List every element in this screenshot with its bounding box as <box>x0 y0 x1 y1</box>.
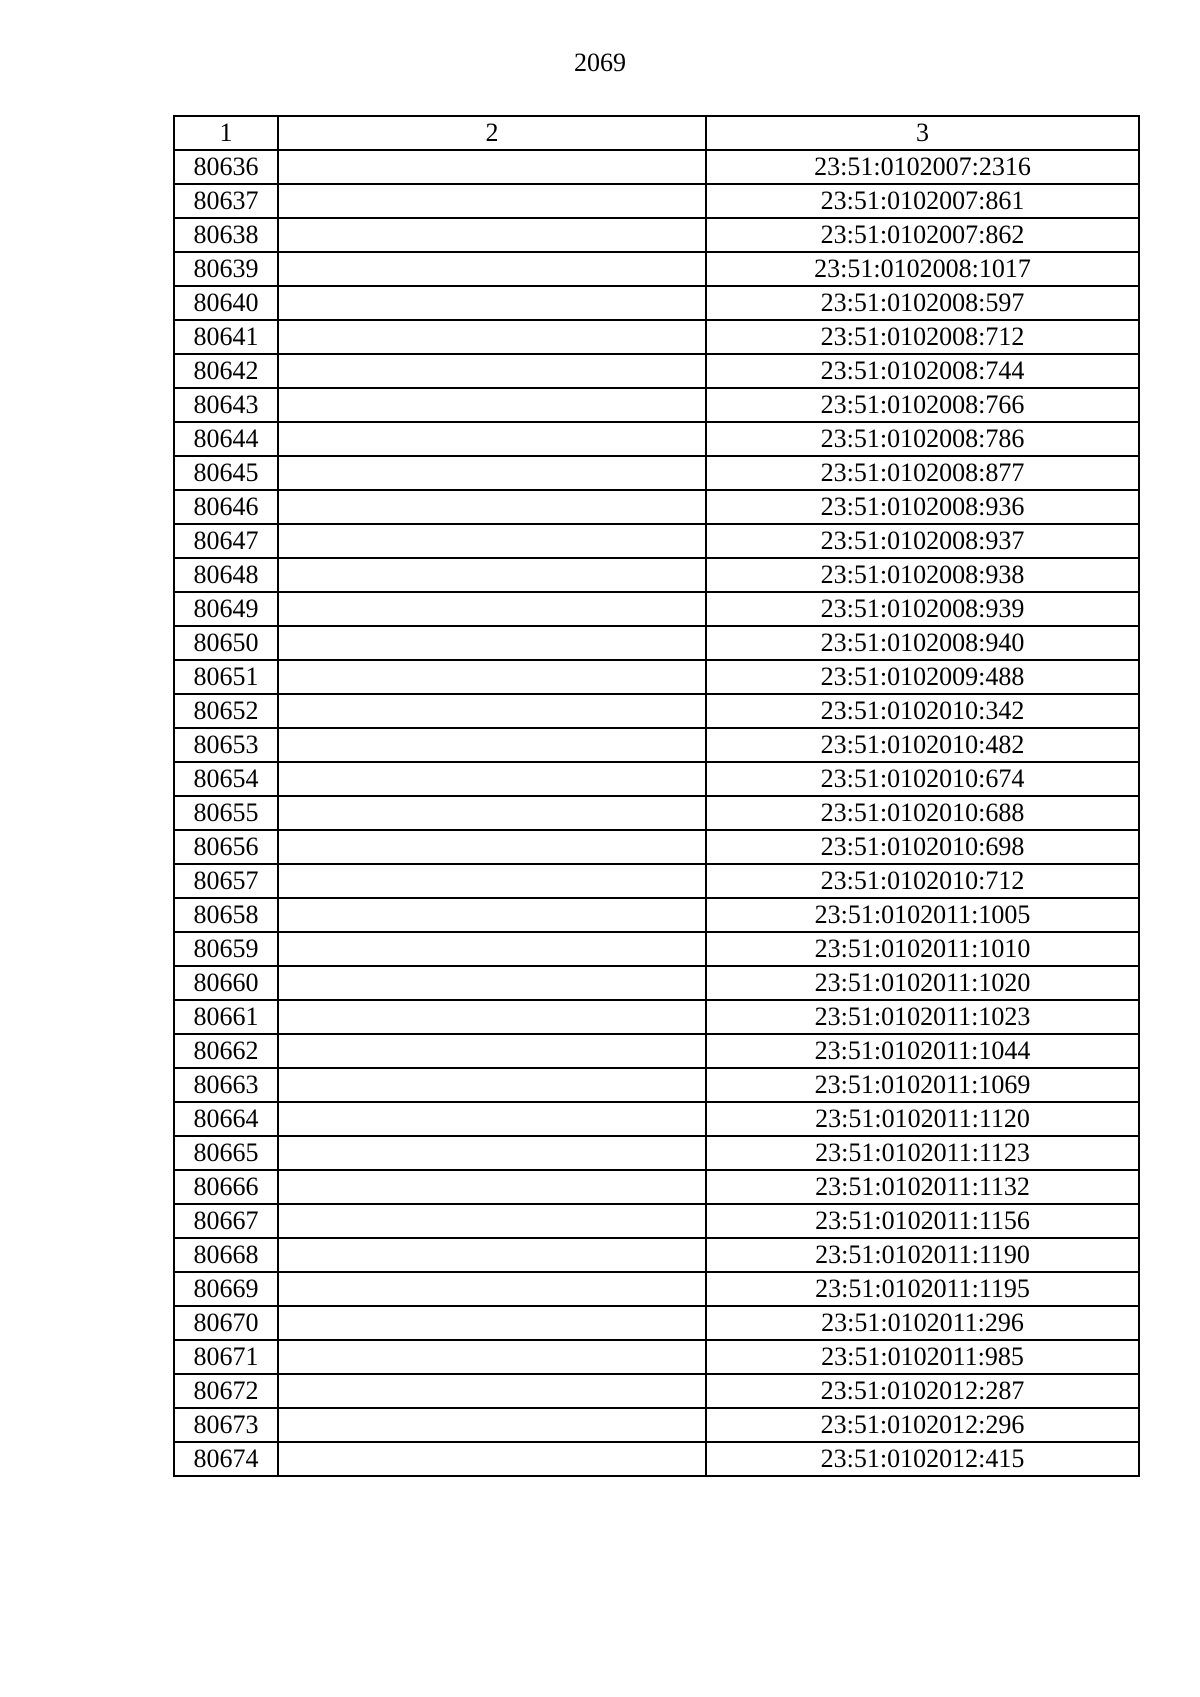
description-cell <box>278 218 706 252</box>
header-row <box>174 116 1139 150</box>
table-row <box>174 388 1139 422</box>
row-number-cell: 80644 <box>174 422 278 456</box>
description-cell <box>278 1102 706 1136</box>
cadastral-number-cell: 23:51:0102008:940 <box>706 626 1139 660</box>
cadastral-number-cell: 23:51:0102012:415 <box>706 1442 1139 1476</box>
row-number-cell: 80665 <box>174 1136 278 1170</box>
row-number-cell: 80666 <box>174 1170 278 1204</box>
row-number-cell: 80650 <box>174 626 278 660</box>
cadastral-number-cell: 23:51:0102011:1195 <box>706 1272 1139 1306</box>
row-number-cell: 80669 <box>174 1272 278 1306</box>
cadastral-number-cell: 23:51:0102008:938 <box>706 558 1139 592</box>
row-number-cell: 80636 <box>174 150 278 184</box>
cadastral-number-cell: 23:51:0102008:766 <box>706 388 1139 422</box>
table-row <box>174 354 1139 388</box>
cadastral-number-cell: 23:51:0102008:939 <box>706 592 1139 626</box>
row-number-cell: 80646 <box>174 490 278 524</box>
cadastral-number-cell: 23:51:0102011:1044 <box>706 1034 1139 1068</box>
description-cell <box>278 286 706 320</box>
table-row <box>174 626 1139 660</box>
description-cell <box>278 660 706 694</box>
description-cell <box>278 558 706 592</box>
table-row <box>174 966 1139 1000</box>
description-cell <box>278 898 706 932</box>
row-number-cell: 80641 <box>174 320 278 354</box>
row-number-cell: 80640 <box>174 286 278 320</box>
row-number-cell: 80642 <box>174 354 278 388</box>
table-row <box>174 558 1139 592</box>
table-row <box>174 796 1139 830</box>
description-cell <box>278 354 706 388</box>
table-row <box>174 898 1139 932</box>
description-cell <box>278 728 706 762</box>
table-row <box>174 456 1139 490</box>
description-cell <box>278 1340 706 1374</box>
row-number-cell: 80674 <box>174 1442 278 1476</box>
cadastral-number-cell: 23:51:0102008:937 <box>706 524 1139 558</box>
description-cell <box>278 966 706 1000</box>
row-number-cell: 80648 <box>174 558 278 592</box>
column-header-3: 3 <box>706 116 1139 150</box>
description-cell <box>278 796 706 830</box>
table-row <box>174 1204 1139 1238</box>
row-number-cell: 80638 <box>174 218 278 252</box>
description-cell <box>278 626 706 660</box>
row-number-cell: 80671 <box>174 1340 278 1374</box>
cadastral-number-cell: 23:51:0102008:936 <box>706 490 1139 524</box>
cadastral-number-cell: 23:51:0102011:296 <box>706 1306 1139 1340</box>
cadastral-number-cell: 23:51:0102008:744 <box>706 354 1139 388</box>
cadastral-number-cell: 23:51:0102011:985 <box>706 1340 1139 1374</box>
table-row <box>174 592 1139 626</box>
description-cell <box>278 1000 706 1034</box>
description-cell <box>278 1374 706 1408</box>
description-cell <box>278 830 706 864</box>
row-number-cell: 80656 <box>174 830 278 864</box>
table-row <box>174 150 1139 184</box>
table-row <box>174 1136 1139 1170</box>
table-row <box>174 1102 1139 1136</box>
row-number-cell: 80672 <box>174 1374 278 1408</box>
table-row <box>174 320 1139 354</box>
cadastral-number-cell: 23:51:0102010:698 <box>706 830 1139 864</box>
row-number-cell: 80670 <box>174 1306 278 1340</box>
cadastral-number-cell: 23:51:0102008:877 <box>706 456 1139 490</box>
row-number-cell: 80668 <box>174 1238 278 1272</box>
row-number-cell: 80647 <box>174 524 278 558</box>
table-row <box>174 252 1139 286</box>
description-cell <box>278 184 706 218</box>
cadastral-number-cell: 23:51:0102012:296 <box>706 1408 1139 1442</box>
table-row <box>174 1374 1139 1408</box>
row-number-cell: 80655 <box>174 796 278 830</box>
table-body <box>174 150 1139 1476</box>
row-number-cell: 80662 <box>174 1034 278 1068</box>
table-row <box>174 422 1139 456</box>
row-number-cell: 80637 <box>174 184 278 218</box>
description-cell <box>278 1204 706 1238</box>
row-number-cell: 80652 <box>174 694 278 728</box>
table-row <box>174 1272 1139 1306</box>
description-cell <box>278 320 706 354</box>
row-number-cell: 80643 <box>174 388 278 422</box>
row-number-cell: 80657 <box>174 864 278 898</box>
description-cell <box>278 694 706 728</box>
row-number-cell: 80664 <box>174 1102 278 1136</box>
cadastral-number-cell: 23:51:0102008:712 <box>706 320 1139 354</box>
cadastral-number-cell: 23:51:0102011:1020 <box>706 966 1139 1000</box>
table-row <box>174 932 1139 966</box>
column-header-2: 2 <box>278 116 706 150</box>
description-cell <box>278 1306 706 1340</box>
table-row <box>174 762 1139 796</box>
cadastral-number-cell: 23:51:0102011:1023 <box>706 1000 1139 1034</box>
cadastral-number-cell: 23:51:0102011:1005 <box>706 898 1139 932</box>
register-table <box>173 115 1140 1477</box>
description-cell <box>278 1272 706 1306</box>
table-row <box>174 218 1139 252</box>
table-row <box>174 830 1139 864</box>
description-cell <box>278 1034 706 1068</box>
cadastral-number-cell: 23:51:0102010:674 <box>706 762 1139 796</box>
description-cell <box>278 1408 706 1442</box>
table-row <box>174 286 1139 320</box>
table-row <box>174 728 1139 762</box>
row-number-cell: 80667 <box>174 1204 278 1238</box>
table-row <box>174 1408 1139 1442</box>
cadastral-number-cell: 23:51:0102008:786 <box>706 422 1139 456</box>
description-cell <box>278 524 706 558</box>
description-cell <box>278 1442 706 1476</box>
row-number-cell: 80661 <box>174 1000 278 1034</box>
cadastral-number-cell: 23:51:0102011:1010 <box>706 932 1139 966</box>
description-cell <box>278 150 706 184</box>
description-cell <box>278 592 706 626</box>
row-number-cell: 80660 <box>174 966 278 1000</box>
row-number-cell: 80651 <box>174 660 278 694</box>
page-number: 2069 <box>574 48 626 77</box>
table-row <box>174 490 1139 524</box>
cadastral-number-cell: 23:51:0102007:861 <box>706 184 1139 218</box>
description-cell <box>278 252 706 286</box>
row-number-cell: 80659 <box>174 932 278 966</box>
description-cell <box>278 762 706 796</box>
table-row <box>174 864 1139 898</box>
table-row <box>174 694 1139 728</box>
description-cell <box>278 388 706 422</box>
cadastral-number-cell: 23:51:0102008:1017 <box>706 252 1139 286</box>
cadastral-number-cell: 23:51:0102011:1132 <box>706 1170 1139 1204</box>
table-row <box>174 1068 1139 1102</box>
table-row <box>174 184 1139 218</box>
table-row <box>174 1238 1139 1272</box>
cadastral-number-cell: 23:51:0102010:482 <box>706 728 1139 762</box>
cadastral-number-cell: 23:51:0102007:2316 <box>706 150 1139 184</box>
description-cell <box>278 1068 706 1102</box>
description-cell <box>278 490 706 524</box>
row-number-cell: 80653 <box>174 728 278 762</box>
table-row <box>174 1340 1139 1374</box>
description-cell <box>278 1136 706 1170</box>
cadastral-number-cell: 23:51:0102011:1156 <box>706 1204 1139 1238</box>
cadastral-number-cell: 23:51:0102011:1123 <box>706 1136 1139 1170</box>
cadastral-number-cell: 23:51:0102012:287 <box>706 1374 1139 1408</box>
cadastral-number-cell: 23:51:0102008:597 <box>706 286 1139 320</box>
row-number-cell: 80645 <box>174 456 278 490</box>
cadastral-number-cell: 23:51:0102009:488 <box>706 660 1139 694</box>
table-row <box>174 1306 1139 1340</box>
row-number-cell: 80673 <box>174 1408 278 1442</box>
table-row <box>174 1034 1139 1068</box>
cadastral-number-cell: 23:51:0102010:342 <box>706 694 1139 728</box>
row-number-cell: 80663 <box>174 1068 278 1102</box>
description-cell <box>278 864 706 898</box>
cadastral-number-cell: 23:51:0102007:862 <box>706 218 1139 252</box>
cadastral-number-cell: 23:51:0102011:1190 <box>706 1238 1139 1272</box>
description-cell <box>278 932 706 966</box>
table-row <box>174 524 1139 558</box>
column-header-1: 1 <box>174 116 278 150</box>
table-row <box>174 1000 1139 1034</box>
table-row <box>174 660 1139 694</box>
description-cell <box>278 422 706 456</box>
table-row <box>174 1442 1139 1476</box>
cadastral-number-cell: 23:51:0102011:1120 <box>706 1102 1139 1136</box>
description-cell <box>278 1238 706 1272</box>
description-cell <box>278 456 706 490</box>
cadastral-number-cell: 23:51:0102011:1069 <box>706 1068 1139 1102</box>
description-cell <box>278 1170 706 1204</box>
table-row <box>174 1170 1139 1204</box>
cadastral-number-cell: 23:51:0102010:688 <box>706 796 1139 830</box>
row-number-cell: 80639 <box>174 252 278 286</box>
row-number-cell: 80649 <box>174 592 278 626</box>
cadastral-number-cell: 23:51:0102010:712 <box>706 864 1139 898</box>
row-number-cell: 80654 <box>174 762 278 796</box>
row-number-cell: 80658 <box>174 898 278 932</box>
